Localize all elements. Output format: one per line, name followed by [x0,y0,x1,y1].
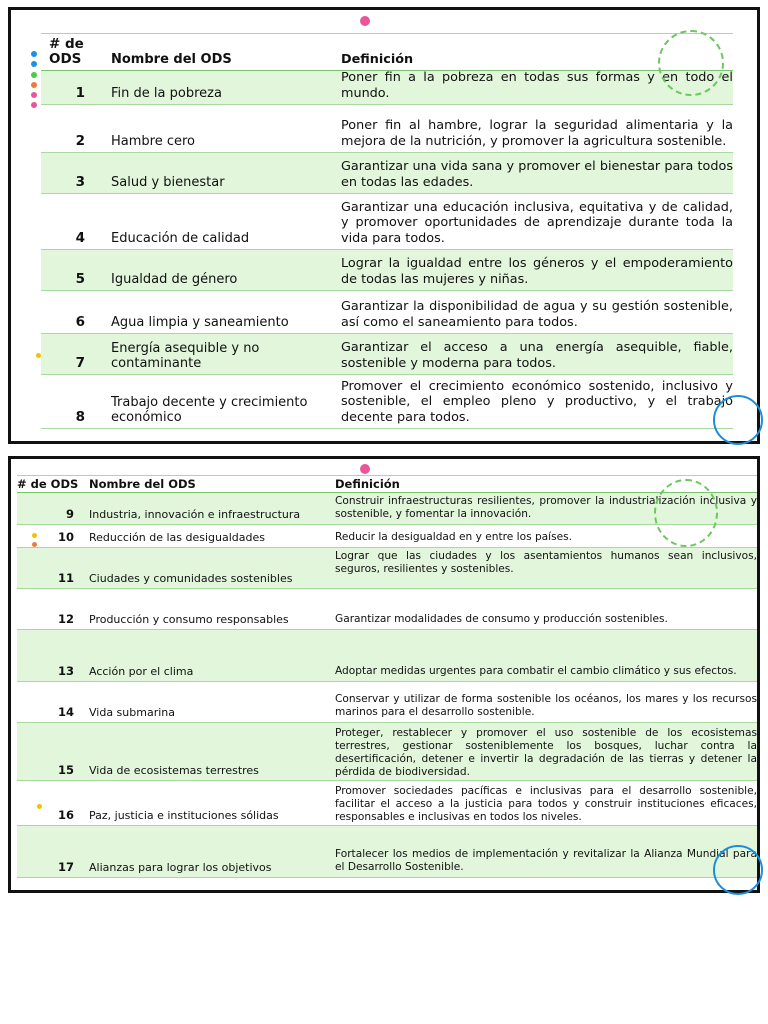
row-definition: Garantizar el acceso a una energía asequible, fiable, sostenible y moderna para todos. [341,340,733,371]
row-num: 16 [57,808,74,822]
row-definition: Lograr la igualdad entre los géneros y el empoderamiento de todas las mujeres y niñas. [341,256,733,287]
row-definition: Garantizar la disponibilidad de agua y su gestión sostenible, así como el saneamiento para todos. [341,299,733,330]
table-row [17,781,757,826]
header-num: # de ODS [17,477,79,491]
table-row [41,105,733,153]
header-num: # de ODS [49,36,84,67]
row-name: Salud y bienestar [111,175,225,190]
row-definition: Construir infraestructuras resilientes, promover la industrialización inclusiva y sostenible, y fomentar la innovación. [335,495,757,520]
row-num: 15 [57,763,74,777]
table-row [17,723,757,781]
row-num: 1 [75,85,85,101]
row-definition: Poner fin al hambre, lograr la seguridad alimentaria y la mejora de la nutrición, y promover la agricultura sostenible. [341,118,733,149]
row-num: 3 [75,174,85,190]
row-name: Energía asequible y no contaminante [111,341,260,371]
table-row [17,589,757,630]
table-row [41,334,733,375]
row-num: 17 [57,860,74,874]
row-name: Vida submarina [89,706,175,719]
ods-table-panel-1 [8,7,760,444]
row-name: Acción por el clima [89,665,194,678]
pink-marker-dot [360,16,370,26]
row-num: 6 [75,314,85,330]
table-row [41,250,733,291]
table-row [17,548,757,589]
row-num: 2 [75,133,85,149]
row-num: 8 [75,409,85,425]
row-name: Producción y consumo responsables [89,613,289,626]
pink-marker-dot [360,464,370,474]
blue-dot [31,61,37,67]
header-definition: Definición [335,477,400,491]
row-definition: Proteger, restablecer y promover el uso sostenible de los ecosistemas terrestres, gestionar sosteniblemente los bosques, luchar contra la desertificación, detener e invertir la degradación de las tierras y detener la pérdida de biodiversidad. [335,727,757,778]
table-row [17,525,757,548]
row-name: Agua limpia y saneamiento [111,315,289,330]
row-name: Ciudades y comunidades sostenibles [89,572,293,585]
table-row [17,493,757,525]
table-row [17,682,757,723]
row-num: 5 [75,271,85,287]
row-name: Hambre cero [111,134,196,149]
row-num: 7 [75,355,85,371]
table-row [17,630,757,682]
header-definition: Definición [341,51,414,67]
green-dot [31,72,37,78]
row-num: 4 [75,230,85,246]
orange-dot [31,82,37,88]
row-name: Trabajo decente y crecimiento económico [111,395,308,425]
row-definition: Garantizar una educación inclusiva, equitativa y de calidad, y promover oportunidades de aprendizaje durante toda la vida para todos. [341,199,733,246]
row-definition: Adoptar medidas urgentes para combatir el cambio climático y sus efectos. [335,665,737,677]
ods-table-1 [41,34,733,429]
blue-dot [31,51,37,57]
table-row [41,71,733,105]
table-row [17,826,757,878]
row-name: Industria, innovación e infraestructura [89,508,301,521]
table-row [41,291,733,334]
row-definition: Poner fin a la pobreza en todas sus formas y en todo el mundo. [341,70,733,101]
row-name: Paz, justicia e instituciones sólidas [89,809,279,822]
row-name: Fin de la pobreza [111,86,222,101]
row-num: 14 [57,705,74,719]
row-num: 9 [65,507,74,521]
table-header [17,476,757,493]
row-definition: Garantizar modalidades de consumo y producción sostenibles. [335,613,668,625]
table-row [41,375,733,429]
row-definition: Reducir la desigualdad en y entre los países. [335,531,573,543]
row-definition: Conservar y utilizar de forma sostenible los océanos, los mares y los recursos marinos para el desarrollo sostenible. [335,693,757,718]
header-name: Nombre del ODS [111,52,232,67]
dashed-circle-annotation [658,30,724,96]
dashed-circle-annotation [654,479,718,547]
row-definition: Lograr que las ciudades y los asentamientos humanos sean inclusivos, seguros, resilientes y sostenibles. [335,550,757,575]
row-name: Reducción de las desigualdades [89,531,265,544]
row-num: 12 [57,612,74,626]
table-row [41,153,733,194]
ods-table-panel-2 [8,456,760,893]
ods-table-2 [17,476,757,878]
pink-dot [31,92,37,98]
table-header [41,34,733,71]
row-name: Alianzas para lograr los objetivos [89,861,272,874]
row-definition: Promover sociedades pacíficas e inclusivas para el desarrollo sostenible, facilitar el acceso a la justicia para todos y construir instituciones eficaces, responsables e inclusivas en todos los niveles. [335,785,757,823]
row-name: Vida de ecosistemas terrestres [89,764,259,777]
row-num: 10 [57,530,74,544]
pink-dot [31,102,37,108]
row-definition: Fortalecer los medios de implementación y revitalizar la Alianza Mundial para el Desarrollo Sostenible. [335,848,757,873]
row-num: 13 [57,664,74,678]
row-num: 11 [57,571,74,585]
row-definition: Promover el crecimiento económico sostenido, inclusivo y sostenible, el empleo pleno y productivo, y el trabajo decente para todos. [341,378,733,425]
row-name: Educación de calidad [111,231,250,246]
row-name: Igualdad de género [111,272,238,287]
blue-circle-annotation [713,395,763,445]
blue-circle-annotation [713,845,763,895]
table-row [41,194,733,250]
header-name: Nombre del ODS [89,477,196,491]
row-definition: Garantizar una vida sana y promover el bienestar para todos en todas las edades. [341,159,733,190]
